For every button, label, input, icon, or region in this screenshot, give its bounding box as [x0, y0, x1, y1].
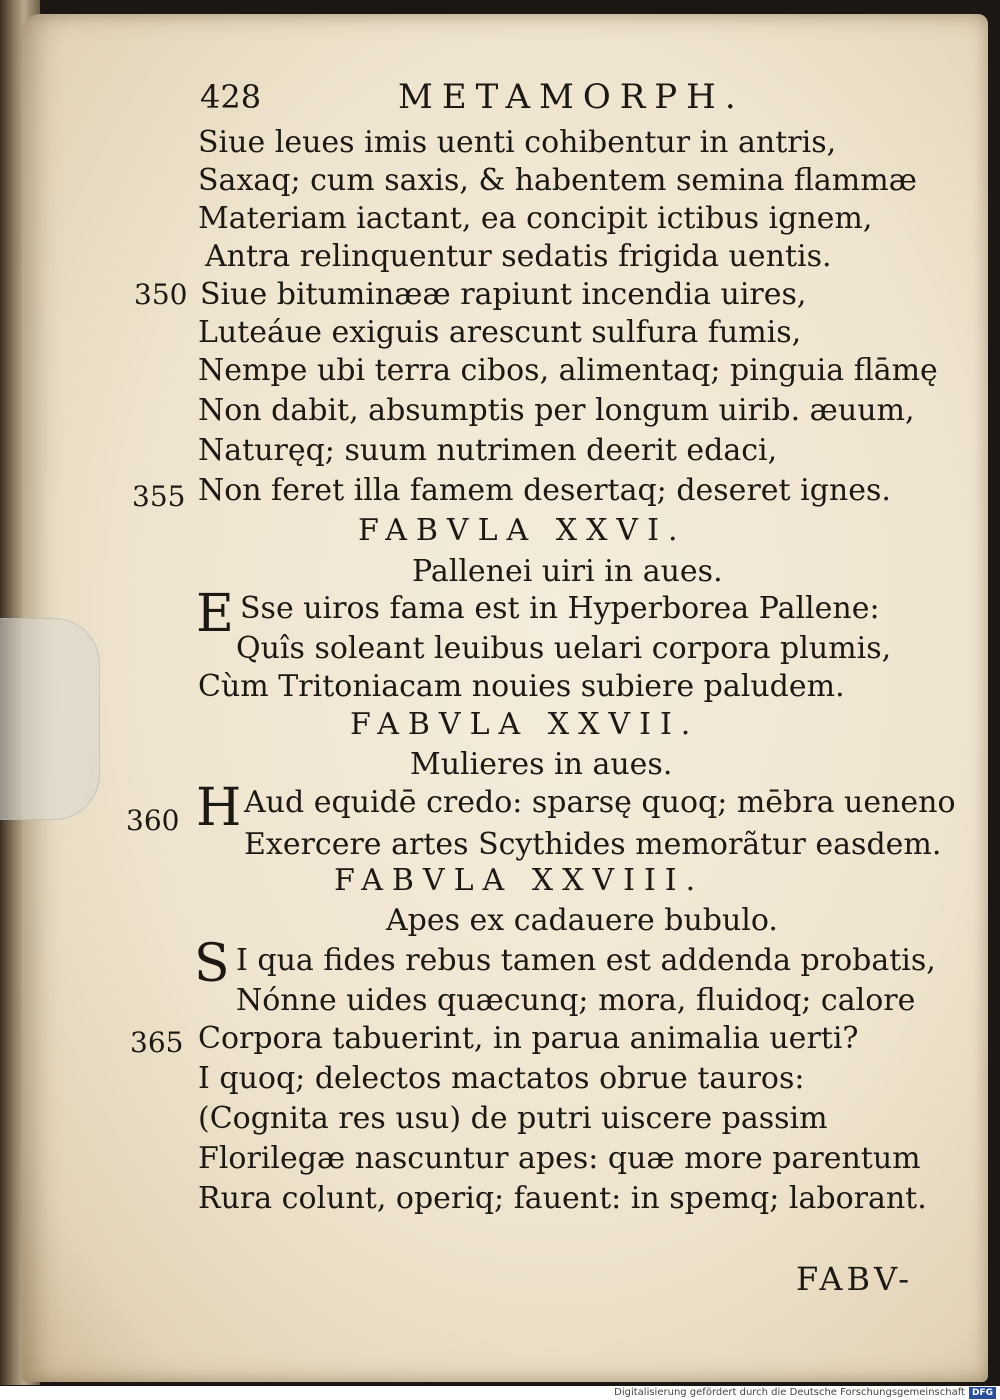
verse-line: Luteáue exiguis arescunt sulfura fumis, [198, 315, 802, 350]
section-subtitle: Apes ex cadauere bubulo. [386, 903, 778, 938]
verse-line: Exercere artes Scythides memorãtur easdem. [244, 827, 942, 862]
line-number: 365 [130, 1026, 184, 1059]
verse-line: Materiam iactant, ea concipit ictibus ignem, [198, 201, 873, 236]
section-heading: FABVLA XXVIII. [334, 863, 705, 898]
verse-line: I quoq; delectos mactatos obrue tauros: [198, 1061, 805, 1096]
verse-line: Naturęq; suum nutrimen deerit edaci, [198, 433, 778, 468]
verse-line: Siue leues imis uenti cohibentur in antris, [198, 125, 837, 160]
verse-line: Aud equidē credo: sparsę quoq; mēbra ueneno [244, 785, 956, 820]
section-subtitle: Pallenei uiri in aues. [412, 554, 723, 589]
verse-line: (Cognita res usu) de putri uiscere passim [198, 1101, 828, 1136]
footer-text: Digitalisierung gefördert durch die Deutsche Forschungsgemeinschaft [614, 1387, 965, 1398]
verse-line: Corpora tabuerint, in parua animalia uerti? [198, 1021, 859, 1056]
line-number: 350 [134, 278, 188, 311]
verse-line: Non feret illa famem desertaq; deseret ignes. [198, 473, 891, 508]
verse-line: Florilegæ nascuntur apes: quæ more parentum [198, 1141, 921, 1176]
line-number: 360 [126, 804, 180, 837]
section-subtitle: Mulieres in aues. [410, 747, 673, 782]
page-number: 428 [200, 78, 262, 116]
verse-line: Antra relinquentur sedatis frigida uentis. [205, 239, 832, 274]
catchword: FABV- [796, 1260, 914, 1298]
verse-line: Nempe ubi terra cibos, alimentaq; pinguia flāmę [198, 353, 938, 388]
verse-line: I qua fides rebus tamen est addenda probatis, [236, 943, 936, 978]
running-head: METAMORPH. [398, 77, 745, 117]
verse-line: Siue bituminææ rapiunt incendia uires, [200, 277, 807, 312]
digitization-footer [0, 1386, 1000, 1400]
drop-cap: E [196, 584, 234, 644]
verse-line: Non dabit, absumptis per longum uirib. æuum, [198, 393, 915, 428]
verse-line: Nónne uides quæcunq; mora, fluidoq; calore [236, 983, 916, 1018]
verse-line: Sse uiros fama est in Hyperborea Pallene: [240, 591, 880, 626]
dfg-logo: DFG [969, 1387, 996, 1399]
verse-line: Rura colunt, operiq; fauent: in spemq; laborant. [198, 1181, 927, 1216]
drop-cap: S [194, 934, 230, 994]
drop-cap: H [196, 778, 242, 838]
verse-line: Cùm Tritoniacam nouies subiere paludem. [198, 669, 845, 704]
line-number: 355 [132, 480, 186, 513]
section-heading: FABVLA XXVII. [350, 707, 700, 742]
section-heading: FABVLA XXVI. [358, 513, 687, 548]
verse-line: Saxaq; cum saxis, & habentem semina flammæ [198, 163, 917, 198]
verse-line: Quîs soleant leuibus uelari corpora plumis, [236, 631, 892, 666]
